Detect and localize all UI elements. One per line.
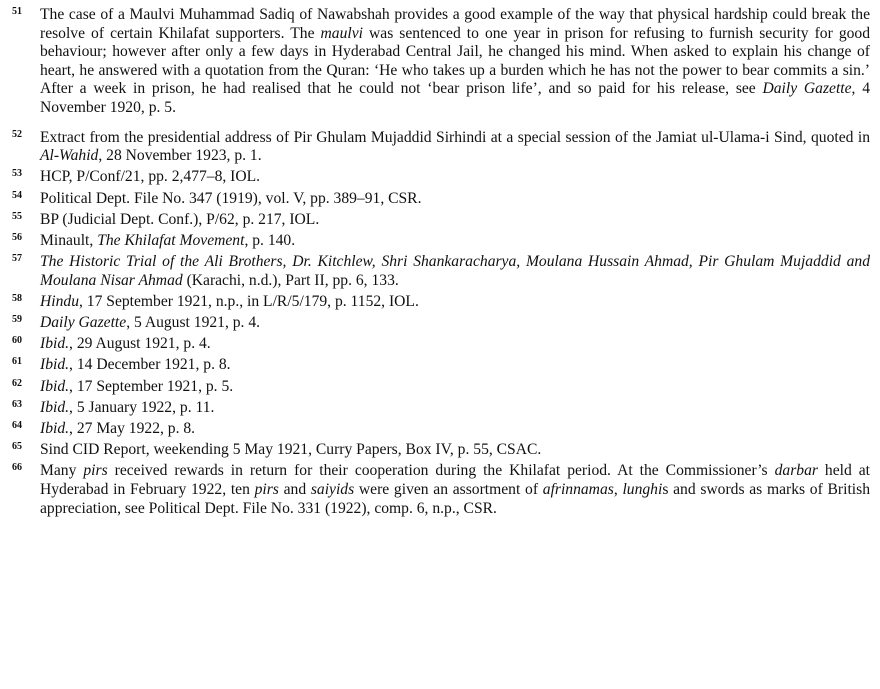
italic-segment: The Khilafat Movement (97, 231, 245, 249)
text-segment: , 5 August 1921, p. 4. (126, 314, 261, 332)
italic-segment: lunghi (622, 480, 663, 498)
footnote-text (40, 420, 870, 439)
italic-segment: Ibid. (40, 356, 70, 374)
footnote-text (40, 314, 870, 333)
footnote-60 (0, 335, 880, 354)
footnote-number: 59 (12, 314, 22, 326)
footnote-text (40, 168, 870, 187)
footnote-53 (0, 168, 880, 187)
italic-segment: Ibid. (40, 420, 70, 437)
footnote-text (40, 211, 870, 230)
text-segment: held at Hyderabad in February 1922, ten (40, 462, 871, 498)
footnote-number: 55 (12, 210, 22, 222)
footnote-number: 60 (12, 335, 22, 347)
footnote-number: 57 (12, 253, 22, 265)
footnote-number: 63 (12, 398, 22, 410)
italic-segment: pirs (83, 462, 108, 480)
italic-segment: Daily Gazette (762, 80, 852, 98)
text-segment: and (278, 480, 311, 498)
text-segment: , 17 September 1921, n.p., in L/R/5/179, p. 1152, IOL. (78, 292, 419, 310)
text-segment: , 5 January 1922, p. 11. (69, 398, 215, 416)
footnote-number: 51 (12, 6, 22, 17)
text-segment: s and swords as marks of British appreciation, see Political Dept. File No. 331 (1922), comp. 6, n.p., CSR. (40, 480, 870, 517)
italic-segment: The Historic Trial of the Ali Brothers, Dr. Kitchlew, Shri Shankaracharya, Moulana Hussain Ahmad, Pir Ghulam Mujaddid and Moulana Nisar Ahmad (40, 253, 870, 289)
italic-segment: Al-Wahid (40, 147, 99, 165)
footnote-text (40, 232, 870, 251)
footnote-number: 61 (12, 356, 22, 368)
footnote-56 (0, 232, 880, 251)
footnote-57 (0, 253, 880, 290)
italic-segment: Ibid. (40, 377, 70, 395)
text-segment: BP (Judicial Dept. Conf.), P/62, p. 217, IOL. (40, 210, 320, 228)
italic-segment: darbar (774, 462, 818, 480)
italic-segment: pirs (254, 480, 279, 498)
footnote-number: 66 (12, 462, 22, 474)
italic-segment: Ibid. (40, 398, 70, 416)
footnote-58 (0, 293, 880, 312)
text-segment: , 14 December 1921, p. 8. (69, 356, 231, 374)
text-segment: , 27 May 1922, p. 8. (69, 420, 196, 437)
text-segment: HCP, P/Conf/21, pp. 2,477–8, IOL. (40, 168, 261, 186)
text-segment: (Karachi, n.d.), Part II, pp. 6, 133. (182, 271, 399, 289)
footnote-64 (0, 420, 880, 439)
footnote-text (40, 356, 870, 375)
footnote-text (40, 190, 870, 209)
footnote-list (0, 6, 880, 518)
footnote-65 (0, 441, 880, 460)
text-segment: Political Dept. File No. 347 (1919), vol. V, pp. 389–91, CSR. (40, 189, 422, 207)
italic-segment: Hindu (40, 292, 79, 310)
text-segment: , 17 September 1921, p. 5. (69, 377, 234, 395)
footnote-52 (0, 129, 880, 166)
footnote-text (40, 441, 870, 460)
text-segment: Minault, (40, 231, 98, 249)
footnote-text (40, 335, 870, 354)
footnote-number: 53 (12, 168, 22, 180)
italic-segment: Daily Gazette (40, 314, 127, 332)
footnote-51 (0, 6, 880, 118)
footnote-text (40, 253, 870, 290)
text-segment: The case of a Maulvi Muhammad Sadiq of Nawabshah provides a good example of the way that physical hardship could break the resolve of certain Khilafat supporters. The (40, 6, 870, 42)
footnote-number: 62 (12, 377, 22, 389)
italic-segment: saiyids (310, 480, 355, 498)
footnote-62 (0, 378, 880, 397)
text-segment: , 29 August 1921, p. 4. (69, 335, 211, 353)
footnote-number: 64 (12, 420, 22, 431)
footnote-text (40, 378, 870, 397)
italic-segment: maulvi (320, 24, 363, 42)
footnote-59 (0, 314, 880, 333)
footnote-text (40, 293, 870, 312)
footnote-number: 65 (12, 441, 22, 453)
text-segment: Extract from the presidential address of Pir Ghulam Mujaddid Sirhindi at a special session of the Jamiat ul-Ulama-i Sind, quoted in (40, 128, 870, 146)
text-segment: was sentenced to one year in prison for refusing to furnish security for good behaviour; however after only a few days in Hyderabad Central Jail, he changed his mind. When asked to explain his change of heart, he answered with a quotation from the Quran: ‘He who takes up a burden which he has not the power to bear commits a sin.’ After a week in prison, he had realised that he could not ‘bear prison life’, and so paid for his release, see (40, 24, 871, 98)
footnote-text (40, 6, 870, 118)
italic-segment: afrinnamas (542, 480, 614, 498)
italic-segment: Ibid. (40, 335, 70, 353)
footnote-55 (0, 211, 880, 230)
text-segment: , p. 140. (244, 231, 296, 249)
text-segment: , (613, 480, 623, 498)
footnote-number: 54 (12, 189, 22, 201)
footnote-number: 52 (12, 128, 22, 140)
text-segment: Sind CID Report, weekending 5 May 1921, Curry Papers, Box IV, p. 55, CSAC. (40, 441, 542, 459)
footnote-text (40, 462, 870, 518)
footnote-61 (0, 356, 880, 375)
footnote-66 (0, 462, 880, 518)
footnote-text (40, 129, 870, 166)
text-segment: , 28 November 1923, p. 1. (98, 147, 262, 165)
footnote-number: 56 (12, 231, 22, 243)
text-segment: , 4 November 1920, p. 5. (40, 80, 871, 116)
text-segment: received rewards in return for their cooperation during the Khilafat period. At the Commissioner’s (107, 462, 775, 480)
footnote-63 (0, 399, 880, 418)
text-segment: were given an assortment of (354, 480, 543, 498)
footnote-54 (0, 190, 880, 209)
text-segment: Many (40, 462, 84, 480)
footnote-number: 58 (12, 292, 22, 304)
footnote-text (40, 399, 870, 418)
